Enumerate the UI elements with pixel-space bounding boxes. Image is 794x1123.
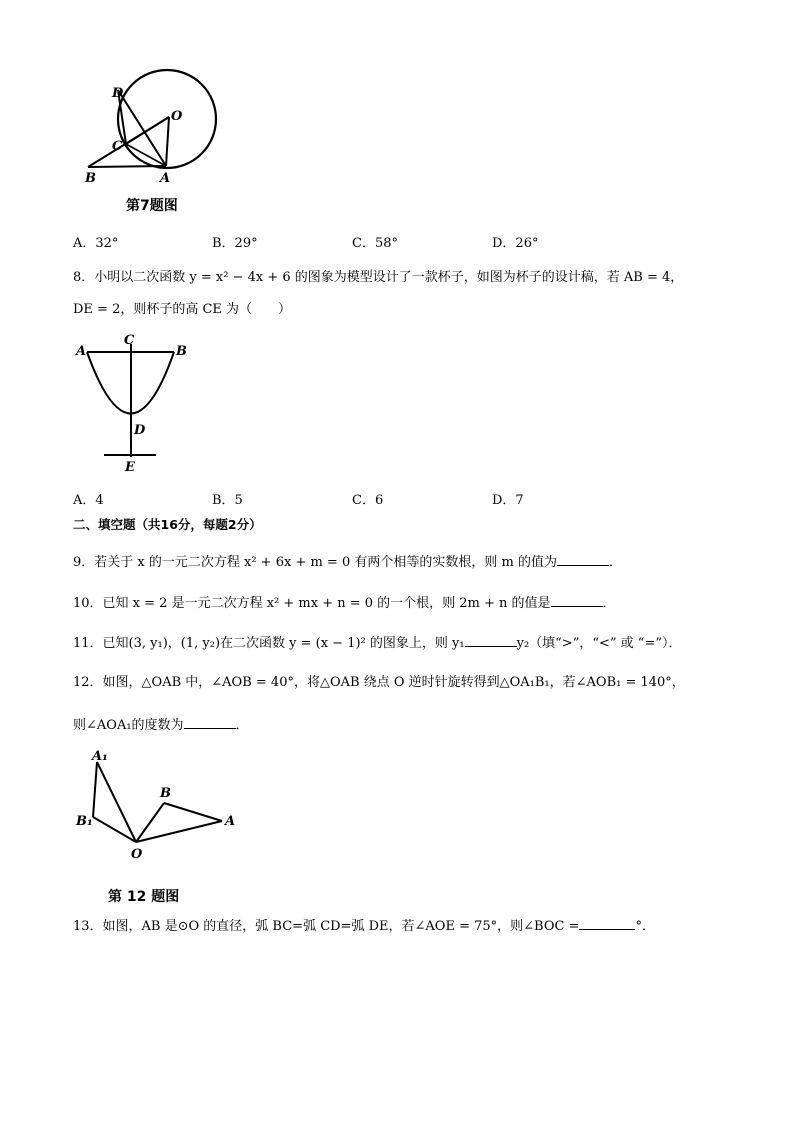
q11-stem [73,632,681,651]
fig8-label-B: B [176,344,187,359]
fig7-label-O: O [171,109,183,124]
q8-option-a: A．4 [73,493,104,508]
q7-option-d: D．26° [492,236,539,251]
q9-answer-blank[interactable] [557,553,609,566]
q10-answer-blank[interactable] [551,594,603,607]
fig7-label-C: C [112,139,123,154]
q12-stem-line1: 12．如图，△OAB 中，∠AOB = 40°，将△OAB 绕点 O 逆时针旋转得到△OA₁B₁，若∠AOB₁ = 140°， [73,675,685,690]
q12-stem-line2 [73,714,249,733]
q9-stem [73,551,622,570]
q12-answer-blank[interactable] [184,716,236,729]
fig12-segment-BA [164,803,222,821]
fig7-label-B: B [85,171,96,186]
q8-stem-line2: DE = 2，则杯子的高 CE 为（ ） [73,302,292,317]
q8-stem-line1: 8．小明以二次函数 y = x² − 4x + 6 的图象为模型设计了一款杯子，如图为杯子的设计稿，若 AB = 4， [73,270,684,285]
fig7-label-D: D [112,86,124,101]
q11-text: 11．已知(3, y₁)，(1, y₂)在二次函数 y = (x − 1)² 的图象上，则 y₁ [73,636,465,651]
fig8-label-E: E [125,460,135,475]
q9-text: 9．若关于 x 的一元二次方程 x² + 6x + m = 0 有两个相等的实数根，则 m 的值为 [73,555,557,570]
section-2-heading: 二、填空题（共16分，每题2分） [73,517,262,532]
q10-text: 10．已知 x = 2 是一元二次方程 x² + mx + n = 0 的一个根，则 2m + n 的值是 [73,596,551,611]
q12-text-end: ． [235,718,249,733]
q13-stem [73,915,655,934]
q8-option-b: B．5 [212,493,243,508]
q11-answer-blank[interactable] [465,634,517,647]
q10-text-end: ． [602,596,616,611]
q13-text-end: °． [635,919,655,934]
q7-option-b: B．29° [212,236,258,251]
q13-text: 13．如图，AB 是⊙O 的直径，弧 BC=弧 CD=弧 DE，若∠AOE = 75°，则∠BOC = [73,919,580,934]
fig7-segment-DA [118,90,166,166]
fig12-label-A1: A₁ [92,749,108,764]
q8-option-c: C．6 [352,493,384,508]
fig8-label-A: A [76,344,87,359]
fig8-label-D: D [134,423,146,438]
fig7-segment-OA [166,117,169,166]
figure-12 [74,745,244,865]
q9-text-end: ． [608,555,622,570]
fig12-label-O: O [131,847,143,862]
fig7-caption: 第7题图 [126,198,178,214]
q12-text: 则∠AOA₁的度数为 [73,718,184,733]
fig7-segment-BO [88,117,169,167]
fig7-label-A: A [160,171,171,186]
q8-option-d: D．7 [492,493,524,508]
fig8-label-C: C [124,333,135,348]
q11-text-end: y₂（填“>”，“<” 或 “=”）． [516,636,682,651]
fig12-caption: 第 12 题图 [108,889,180,905]
fig12-label-A: A [225,814,236,829]
q10-stem [73,592,616,611]
fig12-label-B1: B₁ [76,814,93,829]
q7-option-a: A．32° [73,236,119,251]
figure-8 [74,330,194,475]
fig12-segment-A1B1 [93,762,97,817]
q7-option-c: C．58° [352,236,398,251]
fig12-label-B: B [160,786,171,801]
figure-7 [80,62,230,187]
q13-answer-blank[interactable] [579,917,635,930]
fig7-segment-BA [88,166,166,167]
